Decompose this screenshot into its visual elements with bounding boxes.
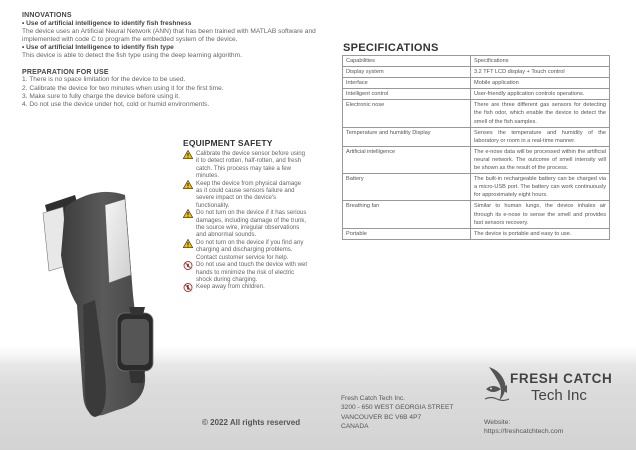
logo-subtitle: Tech Inc <box>531 387 587 404</box>
fish-icon <box>483 363 513 405</box>
safety-item-text: Do not turn on the device if you find any charging and discharging problems. Contact customer service for help. <box>196 238 304 261</box>
company-name: Fresh Catch Tech Inc. <box>341 395 406 402</box>
spec-value: There are three different gas sensors for detecting the fish odor, which enable the device to detect the smell of the fish samples. <box>471 100 610 127</box>
spec-value: User-friendly application controls operations. <box>471 89 610 100</box>
device-illustration <box>25 175 175 433</box>
preparation-step: 3. Make sure to fully charge the device before using it. <box>22 92 180 100</box>
copyright-text: © 2022 All rights reserved <box>202 418 301 427</box>
safety-item-text: Do not turn on the device if it has serious damages, including damage of the trunk, the source wire, irregular observations and abnormal sounds. <box>196 209 307 239</box>
spec-value: The e-nose data will be processed within the artificial neural network. The outcome of smell intensity will be shown as the result of the process. <box>471 146 610 173</box>
spec-value: The built-in rechargeable battery can be charged via a micro-USB port. The battery can work continuously for approximately eight hours. <box>471 174 610 201</box>
logo-title: FRESH CATCH <box>510 371 613 386</box>
table-row <box>343 67 610 78</box>
innovation-2-heading: • Use of artificial Intelligence to identify fish type <box>22 44 174 52</box>
warning-icon <box>183 239 193 248</box>
preparation-step: 2. Calibrate the device for two minutes when using it for the first time. <box>22 84 224 92</box>
safety-item-text: Do not use and touch the device with wet hands to minimize the risk of electric shock during charging. <box>196 261 308 283</box>
no-touch-icon <box>183 261 193 270</box>
innovation-2-text: This device is able to detect the fish type using the deep learning algorithm. <box>22 52 242 60</box>
table-row <box>343 127 610 146</box>
spec-label: Artificial intelligence <box>343 146 471 173</box>
spec-label: Portable <box>343 228 471 239</box>
table-row <box>343 228 610 239</box>
safety-item <box>183 283 309 290</box>
safety-item-text: Calibrate the device sensor before using it to detect rotten, half-rotten, and fresh catch. This process may take a few minutes. <box>196 150 306 180</box>
preparation-section <box>22 69 322 108</box>
safety-item <box>183 209 309 239</box>
website-block <box>484 418 563 437</box>
table-row <box>343 56 610 67</box>
safety-item <box>183 180 309 210</box>
safety-item <box>183 239 309 261</box>
table-row <box>343 100 610 127</box>
table-row <box>343 201 610 228</box>
table-row <box>343 146 610 173</box>
spec-value: Mobile application <box>471 78 610 89</box>
table-row <box>343 174 610 201</box>
spec-label: Intelligent control <box>343 89 471 100</box>
spec-label: Temperature and humidity Display <box>343 127 471 146</box>
preparation-step: 1. There is no space limitation for the device to be used. <box>22 76 186 84</box>
spec-label: Battery <box>343 174 471 201</box>
address-country: CANADA <box>341 422 369 430</box>
innovation-1-heading: • Use of artificial intelligence to identify fish freshness <box>22 20 192 27</box>
warning-icon <box>183 150 193 159</box>
spec-value: Senses the temperature and humidity of the laboratory or room in a real-time manner. <box>471 127 610 146</box>
spec-label: Capabilities <box>343 56 471 67</box>
safety-item-text: Keep the device from physical damage as it could cause sensors failure and severe impact on the device's functionality. <box>196 179 302 209</box>
innovation-1-text: The device uses an Artificial Neural Network (ANN) that has been trained with MATLAB software and implemented with code C to program the embedded system of the device. <box>22 28 316 44</box>
website-link[interactable]: https://freshcatchtech.com <box>484 428 564 436</box>
specifications-table <box>342 55 610 240</box>
spec-label: Breathing fan <box>343 201 471 228</box>
spec-label: Display system <box>343 67 471 78</box>
safety-item <box>183 261 309 283</box>
safety-item <box>183 150 309 180</box>
company-address <box>341 394 453 431</box>
warning-icon <box>183 209 193 218</box>
innovations-title: INNOVATIONS <box>22 12 72 19</box>
address-city: VANCOUVER BC V6B 4P7 <box>341 413 422 421</box>
specifications-title: SPECIFICATIONS <box>343 42 439 54</box>
address-street: 3200 - 650 WEST GEORGIA STREET <box>341 404 454 412</box>
preparation-step: 4. Do not use the device under hot, cold or humid environments. <box>22 100 210 108</box>
spec-value: Specifications <box>471 56 610 67</box>
spec-value: 3.2 TFT LCD display + Touch control <box>471 67 610 78</box>
table-row <box>343 89 610 100</box>
equipment-safety-section <box>183 138 309 291</box>
spec-value: The device is portable and easy to use. <box>471 228 610 239</box>
spec-value: Similar to human lungs, the device inhales air through its e-nose to sense the smell and provides fast sensors recovery. <box>471 201 610 228</box>
preparation-title: PREPARATION FOR USE <box>22 69 109 77</box>
website-label: Website: <box>484 419 511 426</box>
table-row <box>343 78 610 89</box>
left-column <box>22 12 322 109</box>
no-children-icon <box>183 283 193 292</box>
spec-label: Interface <box>343 78 471 89</box>
warning-icon <box>183 180 193 189</box>
spec-label: Electronic nose <box>343 100 471 127</box>
equipment-safety-title: EQUIPMENT SAFETY <box>183 138 273 148</box>
safety-item-text: Keep away from children. <box>196 283 265 291</box>
